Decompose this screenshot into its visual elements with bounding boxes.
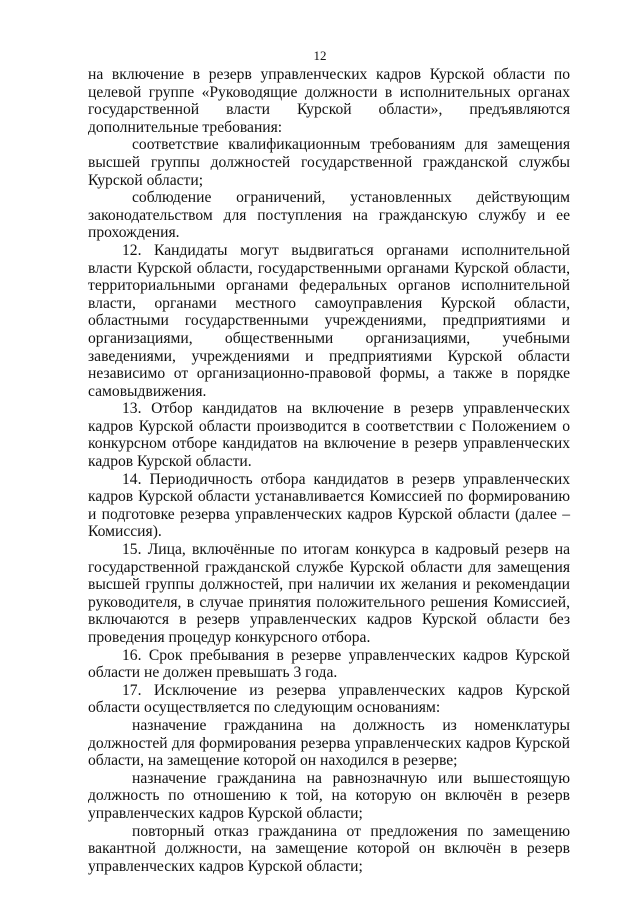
paragraph-17-ground-equivalent: назначение гражданина на равнозначную или вышестоящую должность по отношению к той, на которую он включён в резерв управленческих кадров Курской области;: [88, 769, 570, 822]
paragraph-12: 12. Кандидаты могут выдвигаться органами исполнительной власти Курской области, государственными органами Курской области, территориальными органами федеральных органов исполнительной власти, органами местного самоуправления Курской области, областными государственными учреждениями, предприятиями и организациями, общественными организациями, учебными заведениями, учреждениями и предприятиями Курской области независимо от организационно-правовой формы, а также в порядке самовыдвижения.: [88, 241, 570, 400]
paragraph-requirement-qualification: соответствие квалификационным требованиям для замещения высшей группы должностей государственной гражданской службы Курской области;: [88, 136, 570, 189]
paragraph-17-ground-appointment: назначение гражданина на должность из номенклатуры должностей для формирования резерва управленческих кадров Курской области, на замещение которой он находился в резерве;: [88, 716, 570, 770]
paragraph-14: 14. Периодичность отбора кандидатов в резерв управленческих кадров Курской области устанавливается Комиссией по формированию и подготовке резерва управленческих кадров Курской области (далее – Комиссия).: [88, 470, 570, 541]
paragraph-16: 16. Срок пребывания в резерве управленческих кадров Курской области не должен превышать 3 года.: [88, 646, 570, 682]
paragraph-15: 15. Лица, включённые по итогам конкурса в кадровый резерв на государственной гражданской службе Курской области для замещения высшей группы должностей, при наличии их желания и рекомендации руководителя, в случае принятия положительного решения Комиссией, включаются в резерв управленческих кадров Курской области без проведения процедур конкурсного отбора.: [88, 541, 570, 646]
paragraph-intro: на включение в резерв управленческих кадров Курской области по целевой группе «Руководящие должности в исполнительных органах государственной власти Курской области», предъявляются дополнительные требования:: [88, 66, 570, 136]
paragraph-13: 13. Отбор кандидатов на включение в резерв управленческих кадров Курской области производится в соответствии с Положением о конкурсном отборе кандидатов на включение в резерв управленческих кадров Курской области.: [88, 400, 570, 471]
paragraph-17: 17. Исключение из резерва управленческих кадров Курской области осуществляется по следующим основаниям:: [88, 681, 570, 717]
page-number: 12: [313, 48, 327, 63]
paragraph-17-ground-refusal: повторный отказ гражданина от предложения по замещению вакантной должности, на замещение которой он включён в резерв управленческих кадров Курской области;: [88, 822, 570, 875]
paragraph-requirement-restrictions: соблюдение ограничений, установленных действующим законодательством для поступления на гражданскую службу и ее прохождения.: [88, 189, 570, 242]
document-body: [88, 66, 570, 875]
